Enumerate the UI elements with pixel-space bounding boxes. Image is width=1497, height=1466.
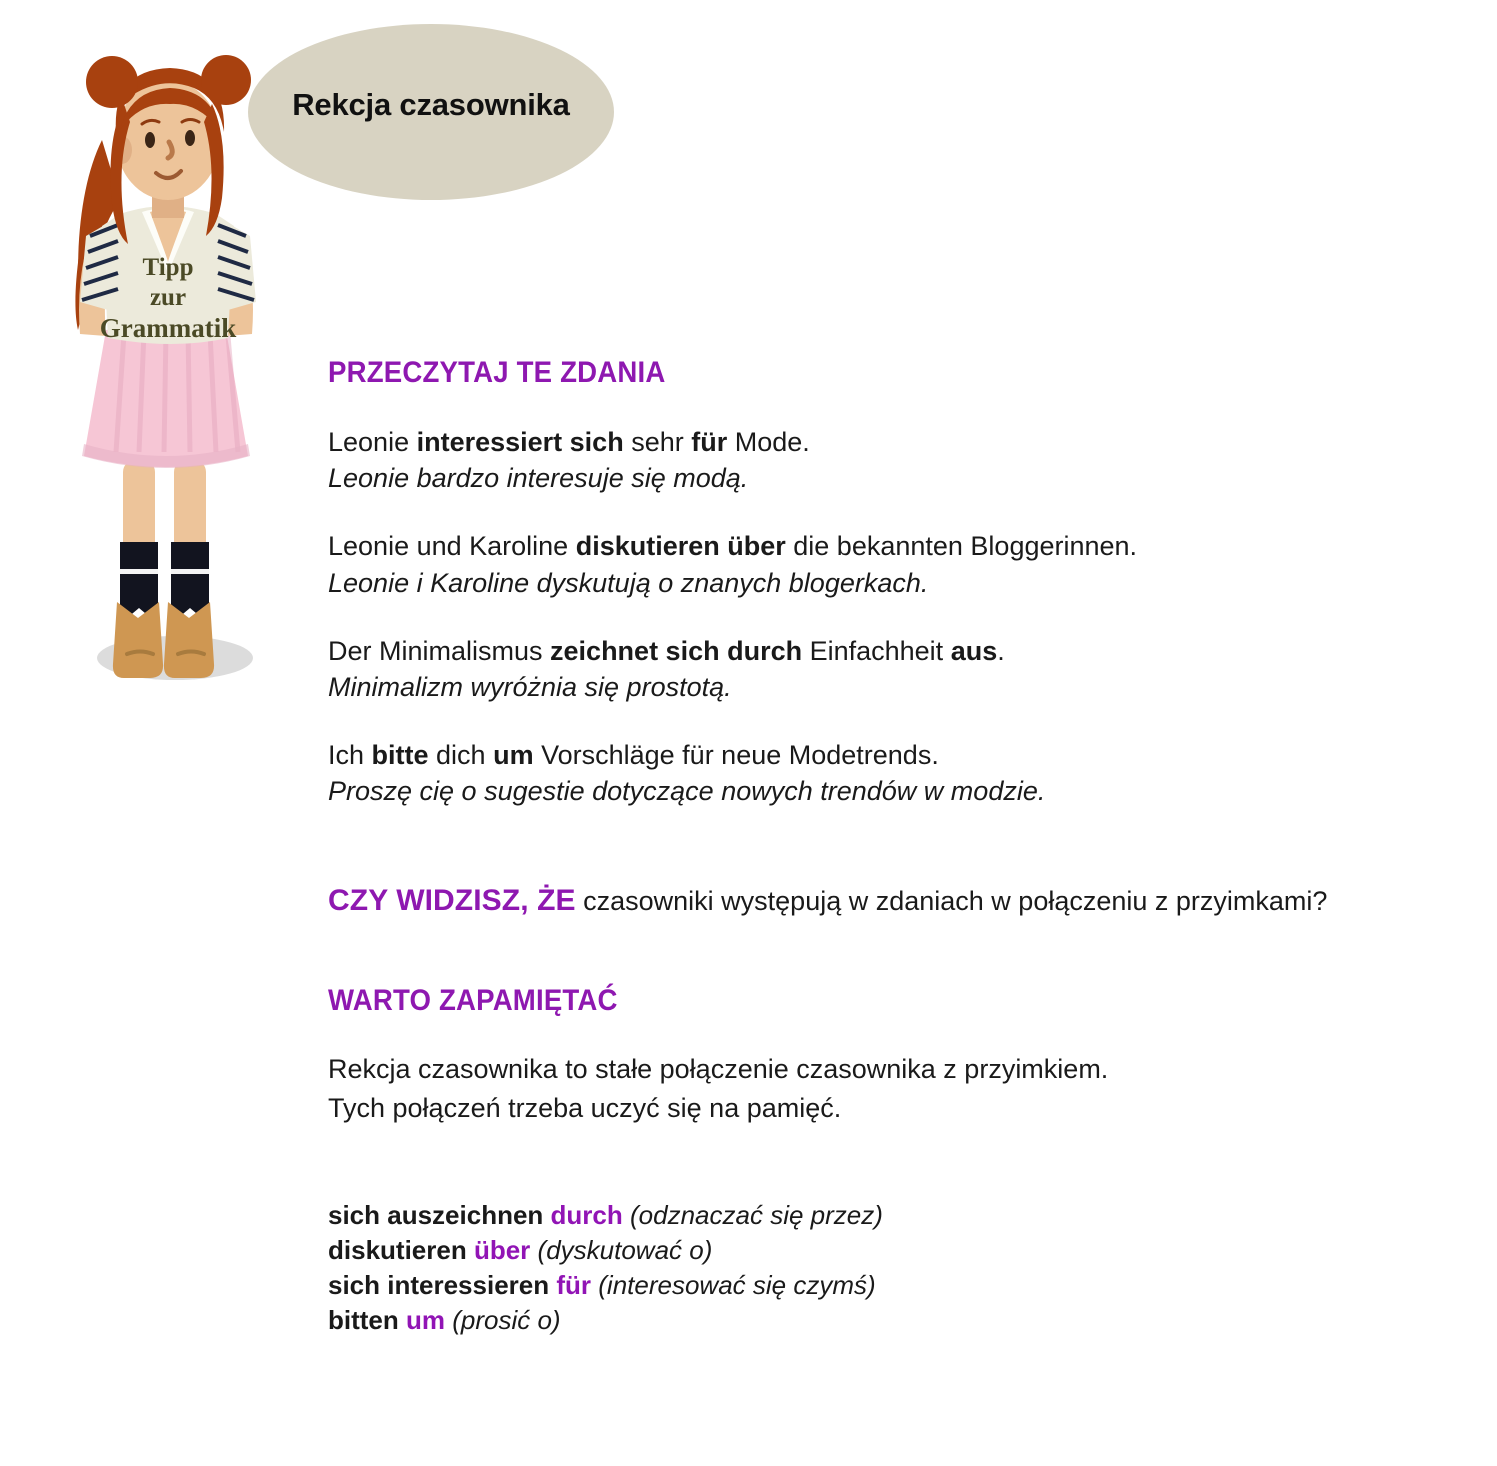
verb-gloss: (dyskutować o) [537,1234,713,1265]
hair-bun-left [86,56,138,108]
sentence-de: Ich bitte dich um Vorschläge für neue Modetrends. [328,740,939,771]
verb-row [328,1303,1478,1338]
remember-line-1: Rekcja czasownika to stałe połączenie czasownika z przyimkiem. [328,1054,1109,1085]
sock-right-stripe [171,569,209,574]
sentence-de: Leonie interessiert sich sehr für Mode. [328,427,810,457]
do-you-see-line [328,881,1478,920]
sentence-pl: Leonie i Karoline dyskutują o znanych blogerkach. [328,567,929,598]
eye-left [145,132,155,148]
sentence-pl: Leonie bardzo interesuje się modą. [328,463,749,494]
sentence-block [328,528,1478,600]
verb-row [328,1268,1478,1303]
verb-preposition-list [328,1198,1478,1337]
sentence-block [328,424,1478,496]
preposition-label: über [473,1234,531,1265]
do-you-see-rest: czasowniki występują w zdaniach w połączeniu z przyimkami? [575,886,1328,917]
verb-gloss: (prosić o) [452,1304,561,1335]
shirt-slogan-line3: Grammatik [99,313,237,343]
remember-body [328,1050,1478,1128]
preposition-label: um [406,1304,445,1335]
speech-bubble-title: Rekcja czasownika [292,87,570,122]
do-you-see-lead: CZY WIDZISZ, ŻE [328,884,576,918]
sock-left-stripe [120,569,158,574]
eye-right [185,130,195,146]
sentence-de: Leonie und Karoline diskutieren über die bekannten Bloggerinnen. [328,531,1138,562]
sentence-block [328,633,1478,705]
sentence-pl: Minimalizm wyróżnia się prostotą. [328,671,732,702]
lesson-content [328,356,1478,1337]
boot-right [164,602,214,678]
sentence-de: Der Minimalismus zeichnet sich durch Einfachheit aus. [328,635,1005,666]
verb-row [328,1198,1478,1233]
boot-left [113,602,163,678]
shirt-slogan-line2: zur [149,284,187,311]
verb-gloss: (interesować się czymś) [598,1269,876,1300]
read-section-heading: PRZECZYTAJ TE ZDANIA [328,356,666,389]
verb-label: diskutieren [328,1234,467,1265]
verb-label: sich auszeichnen [328,1200,544,1231]
verb-row [328,1233,1478,1268]
sentence-block [328,737,1478,809]
shirt-slogan-line1: Tipp [142,254,194,281]
sentence-pl: Proszę cię o sugestie dotyczące nowych trendów w modzie. [328,776,1046,807]
preposition-label: für [556,1269,592,1300]
preposition-label: durch [550,1200,623,1231]
verb-label: bitten [328,1304,399,1335]
verb-gloss: (odznaczać się przez) [630,1200,883,1231]
remember-section-heading: WARTO ZAPAMIĘTAĆ [328,984,618,1018]
speech-bubble [248,24,614,200]
hair-bun-right [201,55,251,105]
verb-label: sich interessieren [328,1269,550,1300]
remember-line-2: Tych połączeń trzeba uczyć się na pamięć. [328,1093,842,1124]
